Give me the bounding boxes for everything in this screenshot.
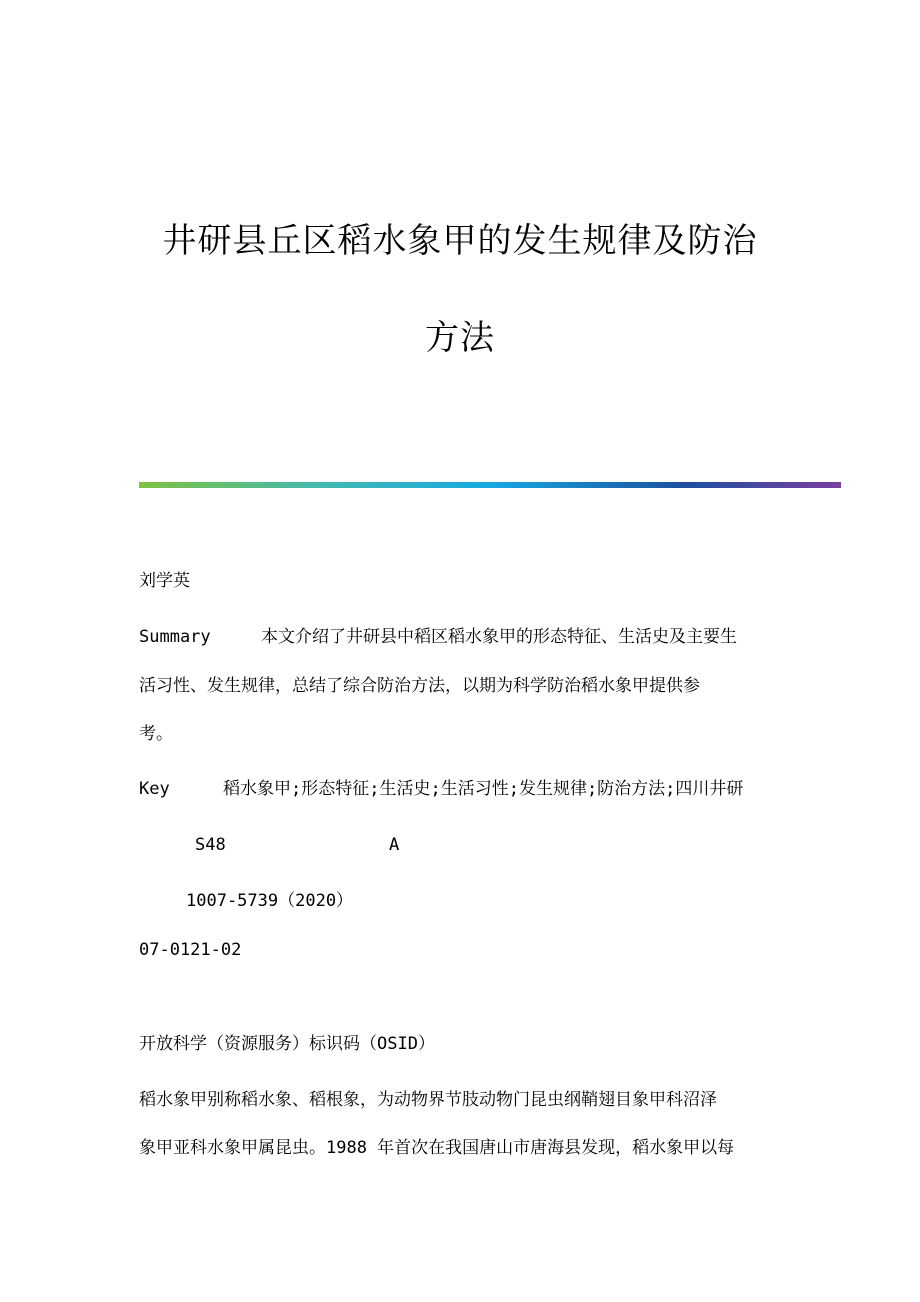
keywords-value: 稻水象甲;形态特征;生活史;生活习性;发生规律;防治方法;四川井研: [223, 779, 744, 799]
issn: 1007-5739（2020）: [186, 891, 354, 911]
title-line-2: 方法: [425, 318, 495, 358]
title-line-1: 井研县丘区稻水象甲的发生规律及防治: [162, 221, 758, 261]
document-code: A: [389, 835, 400, 855]
body-line-2: 象甲亚科水象甲属昆虫。1988 年首次在我国唐山市唐海县发现，稻水象甲以每: [139, 1138, 735, 1158]
summary-line-1: 本文介绍了井研县中稻区稻水象甲的形态特征、生活史及主要生: [261, 627, 737, 647]
clc-number: S48: [195, 835, 226, 855]
article-id: 07-0121-02: [139, 940, 242, 960]
summary-line-2: 活习性、发生规律，总结了综合防治方法，以期为科学防治稻水象甲提供参: [139, 676, 700, 696]
keywords-label: Key: [139, 779, 170, 799]
body-line-1: 稻水象甲别称稻水象、稻根象，为动物界节肢动物门昆虫纲鞘翅目象甲科沼泽: [139, 1090, 717, 1110]
summary-label: Summary: [139, 627, 211, 647]
author: 刘学英: [139, 571, 190, 591]
summary-line-3: 考。: [139, 724, 173, 744]
title-divider: [139, 482, 841, 488]
osid-label: 开放科学（资源服务）标识码（OSID）: [139, 1034, 435, 1054]
